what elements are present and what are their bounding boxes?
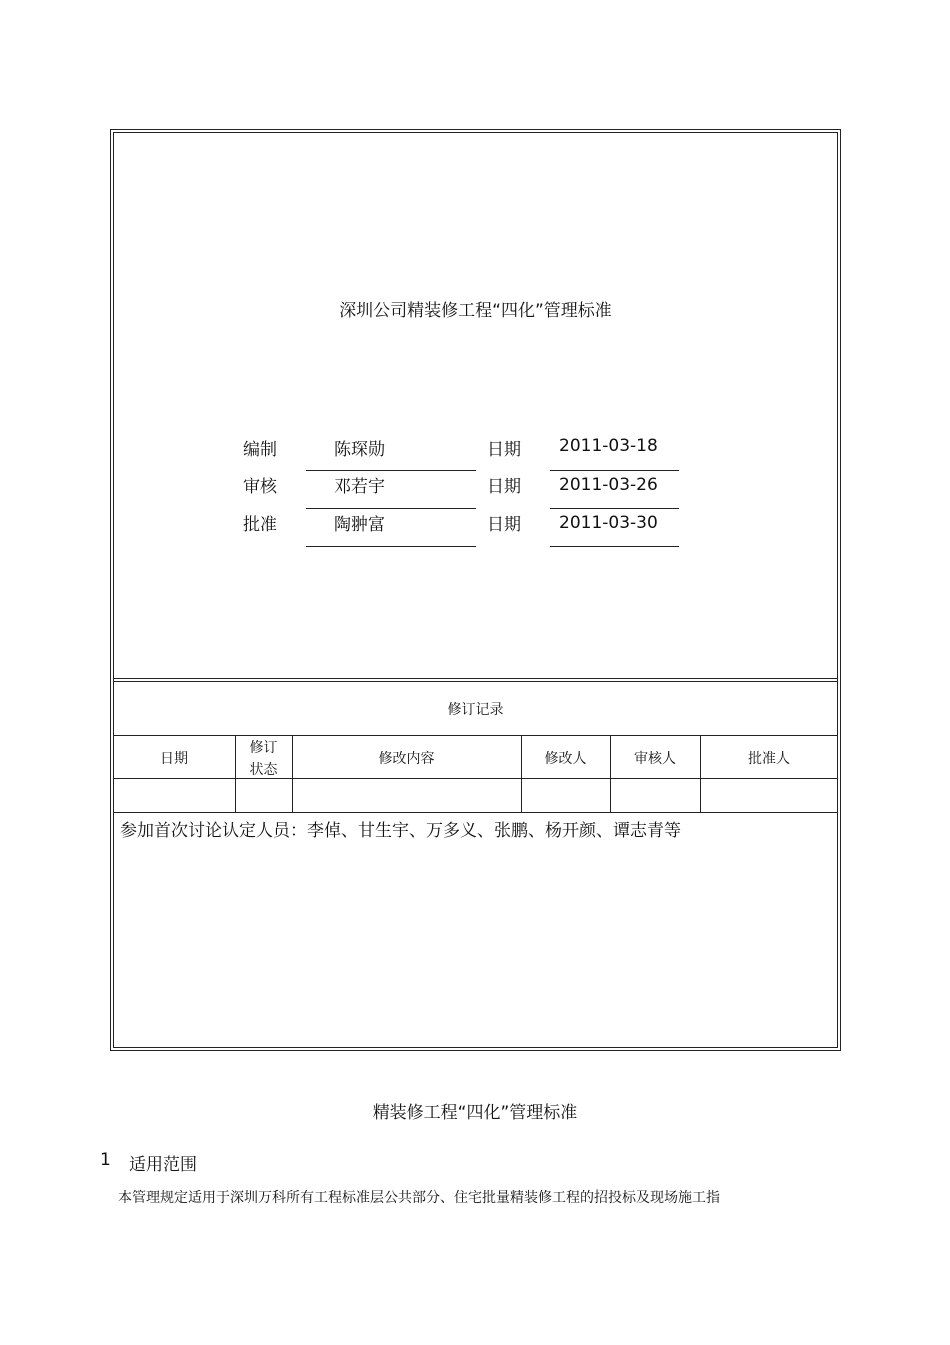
sig-date-label-approve: 日期 (487, 515, 521, 535)
header-content: 修改内容 (378, 751, 435, 767)
sig-name-compile: 陈琛勋 (334, 440, 385, 460)
cover-title: 深圳公司精装修工程“四化”管理标准 (339, 301, 612, 321)
revision-title: 修订记录 (447, 702, 504, 718)
header-modifier: 修改人 (544, 751, 587, 767)
section-divider (113, 678, 838, 679)
sig-date-approve: 2011-03-30 (559, 513, 658, 533)
sig-label-review: 审核 (243, 477, 277, 497)
sig-name-approve: 陶翀富 (334, 515, 385, 535)
section-number: 1 (100, 1150, 111, 1170)
header-status-line2: 状态 (249, 762, 278, 778)
sig-name-line (306, 508, 476, 509)
table-rule (113, 735, 838, 736)
table-rule (113, 812, 838, 813)
document-title: 精装修工程“四化”管理标准 (372, 1103, 578, 1123)
header-approver: 批准人 (748, 751, 790, 767)
sig-label-compile: 编制 (243, 440, 277, 460)
header-date: 日期 (160, 751, 188, 767)
cover-frame-inner (113, 132, 838, 1048)
header-reviewer: 审核人 (634, 751, 676, 767)
sig-date-review: 2011-03-26 (559, 475, 658, 495)
table-column-rule (521, 735, 522, 812)
section-title: 适用范围 (129, 1155, 197, 1175)
sig-date-compile: 2011-03-18 (559, 436, 658, 456)
sig-name-review: 邓若宇 (334, 477, 385, 497)
sig-name-line (306, 546, 476, 547)
sig-date-line (550, 546, 679, 547)
sig-date-line (550, 470, 679, 471)
table-rule (113, 778, 838, 779)
section-divider (113, 681, 838, 682)
body-paragraph: 本管理规定适用于深圳万科所有工程标准层公共部分、住宅批量精装修工程的招投标及现场施工指 (118, 1190, 720, 1206)
sig-date-line (550, 508, 679, 509)
table-column-rule (700, 735, 701, 812)
sig-label-approve: 批准 (243, 515, 277, 535)
table-column-rule (610, 735, 611, 812)
sig-date-label-compile: 日期 (487, 440, 521, 460)
sig-name-line (306, 470, 476, 471)
participants-text: 参加首次讨论认定人员：李倬、甘生宇、万多义、张鹏、杨开颜、谭志青等 (120, 821, 681, 841)
header-status-line1: 修订 (249, 740, 278, 756)
sig-date-label-review: 日期 (487, 477, 521, 497)
table-column-rule (292, 735, 293, 812)
